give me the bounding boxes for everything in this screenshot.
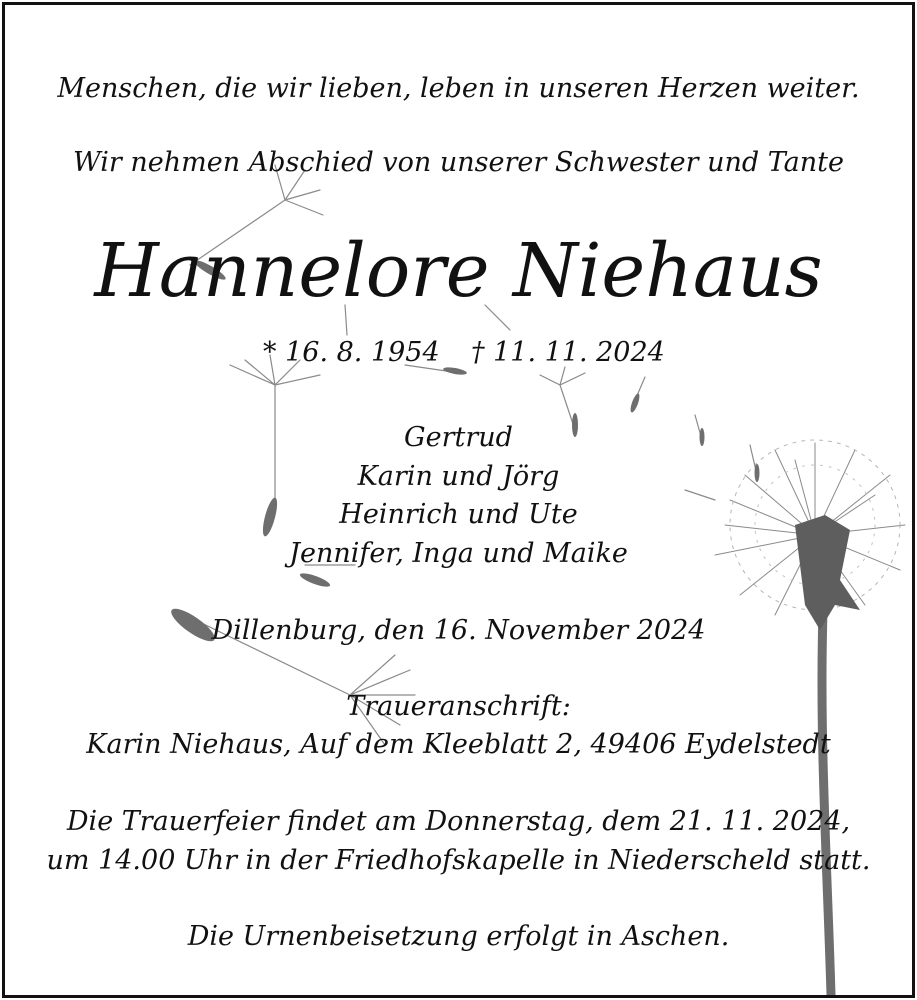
funeral-info-line-2: um 14.00 Uhr in der Friedhofskapelle in Niederscheld statt. bbox=[46, 845, 871, 876]
deceased-name: Hannelore Niehaus bbox=[94, 228, 823, 314]
mourning-address: Karin Niehaus, Auf dem Kleeblatt 2, 49406 Eydelstedt bbox=[86, 729, 831, 760]
death-date: † 11. 11. 2024 bbox=[471, 337, 665, 368]
place-date: Dillenburg, den 16. November 2024 bbox=[211, 615, 706, 646]
obituary-card bbox=[2, 2, 915, 998]
urn-burial-info: Die Urnenbeisetzung erfolgt in Aschen. bbox=[187, 921, 730, 952]
family-member: Heinrich und Ute bbox=[339, 499, 578, 530]
birth-date: * 16. 8. 1954 bbox=[263, 337, 440, 368]
address-label: Traueranschrift: bbox=[346, 691, 571, 722]
intro-line: Wir nehmen Abschied von unserer Schwester und Tante bbox=[73, 147, 844, 178]
family-member: Jennifer, Inga und Maike bbox=[289, 538, 628, 569]
family-member: Gertrud bbox=[404, 422, 513, 453]
dandelion-core bbox=[795, 515, 860, 630]
motto-line: Menschen, die wir lieben, leben in unseren Herzen weiter. bbox=[57, 73, 860, 104]
family-member: Karin und Jörg bbox=[357, 461, 560, 492]
funeral-info-line-1: Die Trauerfeier findet am Donnerstag, dem 21. 11. 2024, bbox=[66, 806, 851, 837]
